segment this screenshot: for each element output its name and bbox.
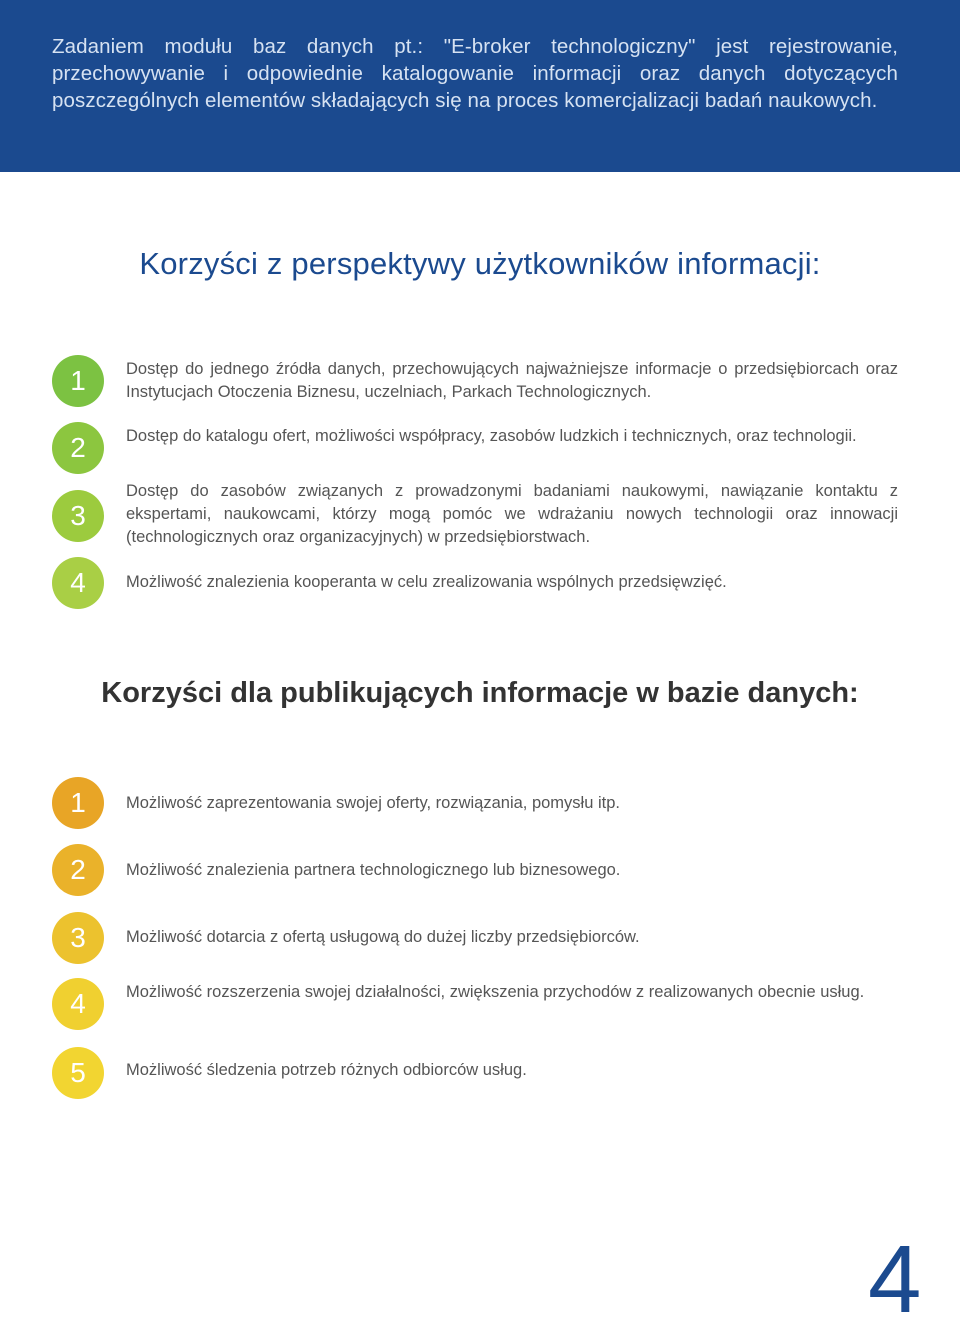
number-badge: 2 xyxy=(52,422,104,474)
section-user-benefits-title: Korzyści z perspektywy użytkowników informacji: xyxy=(139,246,821,281)
number-badge: 4 xyxy=(52,978,104,1030)
list-item-text: Możliwość rozszerzenia swojej działalności, zwiększenia przychodów z realizowanych obecnie usług. xyxy=(126,983,865,1001)
section-publisher-benefits-title: Korzyści dla publikujących informacje w bazie danych: xyxy=(101,677,859,709)
list-item-text: Możliwość znalezienia partnera technologicznego lub biznesowego. xyxy=(126,861,621,879)
number-badge: 3 xyxy=(52,912,104,964)
list-item-text: Możliwość zaprezentowania swojej oferty, rozwiązania, pomysłu itp. xyxy=(126,794,620,812)
number-badge: 5 xyxy=(52,1047,104,1099)
list-item-text: Możliwość znalezienia kooperanta w celu zrealizowania wspólnych przedsięwzięć. xyxy=(126,573,727,591)
page-number: 4 xyxy=(868,1226,922,1333)
intro-banner xyxy=(0,0,960,172)
number-badge: 1 xyxy=(52,777,104,829)
number-badge: 2 xyxy=(52,844,104,896)
list-item-text: Dostęp do zasobów związanych z prowadzonymi badaniami naukowymi, nawiązanie kontaktu z ekspertami, naukowcami, którzy mogą pomóc we wdrażaniu nowych technologii oraz innowacji (technologicznych oraz organizacyjnych) w przedsiębiorstwach. xyxy=(126,482,898,546)
number-badge: 1 xyxy=(52,355,104,407)
list-item-text: Możliwość dotarcia z ofertą usługową do dużej liczby przedsiębiorców. xyxy=(126,928,640,946)
list-item-text: Dostęp do katalogu ofert, możliwości współpracy, zasobów ludzkich i technicznych, oraz technologii. xyxy=(126,427,857,445)
list-item-text: Dostęp do jednego źródła danych, przechowujących najważniejsze informacje o przedsiębiorcach oraz Instytucjach Otoczenia Biznesu, uczelniach, Parkach Technologicznych. xyxy=(126,360,898,401)
number-badge: 3 xyxy=(52,490,104,542)
number-badge: 4 xyxy=(52,557,104,609)
intro-text: Zadaniem modułu baz danych pt.: "E-broker technologiczny" jest rejestrowanie, przechowywanie i odpowiednie katalogowanie informacji oraz danych dotyczących poszczególnych elementów składających się na proces komercjalizacji badań naukowych. xyxy=(52,35,898,112)
list-item-text: Możliwość śledzenia potrzeb różnych odbiorców usług. xyxy=(126,1061,527,1079)
